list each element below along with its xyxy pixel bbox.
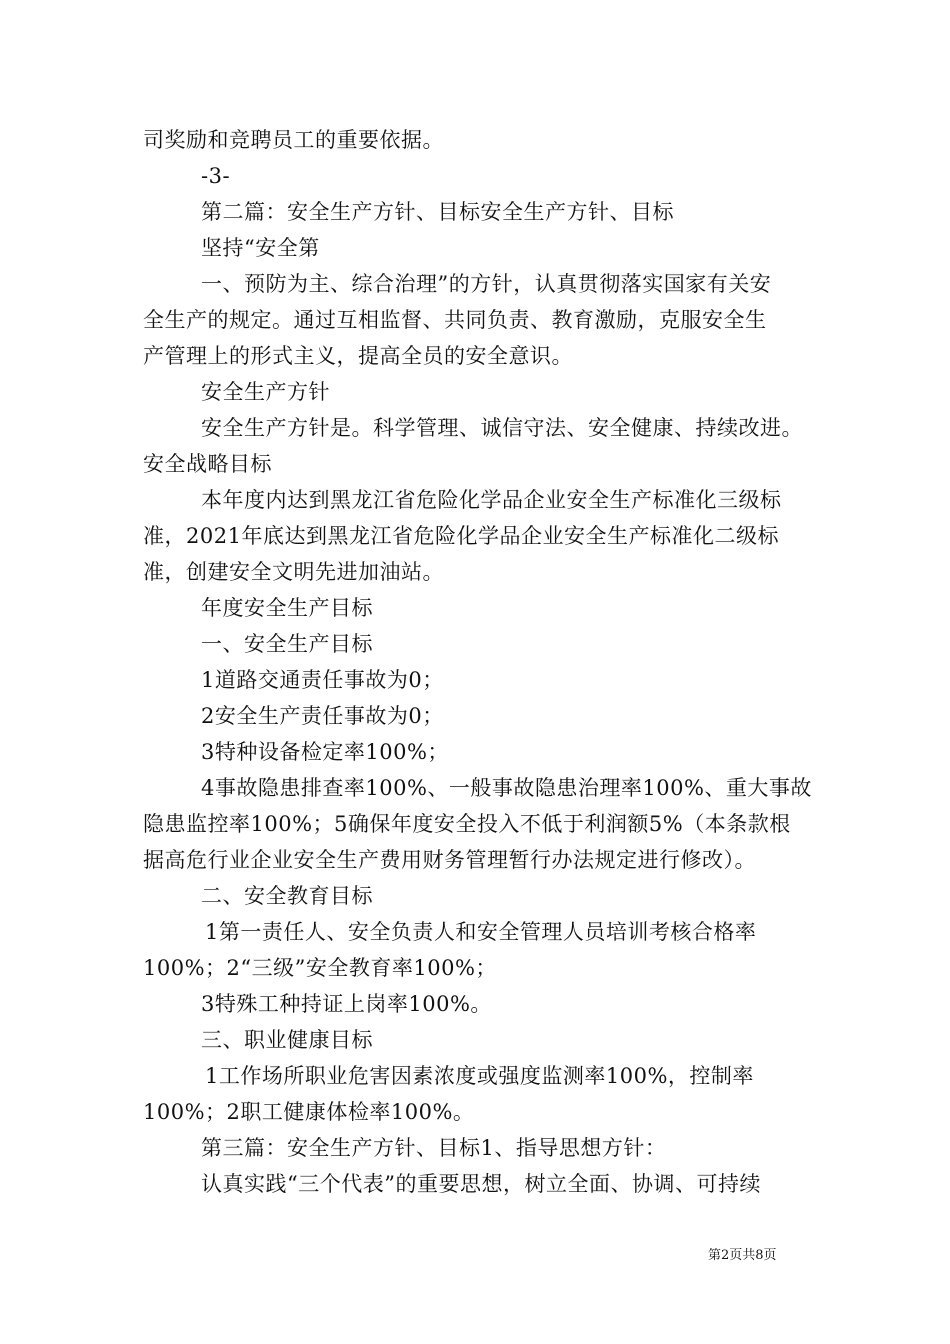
text-line: 安全生产方针是。科学管理、诚信守法、安全健康、持续改进。	[201, 416, 803, 440]
list-item: 1道路交通责任事故为0；	[201, 668, 444, 692]
text-line: 本年度内达到黑龙江省危险化学品企业安全生产标准化三级标	[201, 488, 782, 512]
text-line: 认真实践“三个代表”的重要思想，树立全面、协调、可持续	[201, 1172, 761, 1196]
text-line: 100%；2“三级”安全教育率100%；	[143, 956, 497, 980]
list-item: 1工作场所职业危害因素浓度或强度监测率100%，控制率	[205, 1064, 754, 1088]
section-heading: 第三篇：安全生产方针、目标1、指导思想方针：	[201, 1136, 667, 1160]
subheading: 安全生产方针	[201, 380, 330, 404]
list-item: 4事故隐患排查率100%、一般事故隐患治理率100%、重大事故	[201, 776, 812, 800]
text-line: 100%；2职工健康体检率100%。	[143, 1100, 475, 1124]
text-line: 产管理上的形式主义，提高全员的安全意识。	[143, 344, 573, 368]
subheading: 三、职业健康目标	[201, 1028, 373, 1052]
list-item: 1第一责任人、安全负责人和安全管理人员培训考核合格率	[205, 920, 757, 944]
subheading: 一、安全生产目标	[201, 632, 373, 656]
section-heading: 第二篇：安全生产方针、目标安全生产方针、目标	[201, 200, 674, 224]
subheading: 安全战略目标	[143, 452, 272, 476]
list-item: 3特种设备检定率100%；	[201, 740, 449, 764]
text-line: 坚持“安全第	[201, 236, 320, 260]
text-line: 一、预防为主、综合治理”的方针，认真贯彻落实国家有关安	[201, 272, 772, 296]
list-item: 3特殊工种持证上岗率100%。	[201, 992, 492, 1016]
list-item: 2安全生产责任事故为0；	[201, 704, 444, 728]
text-line: 全生产的规定。通过互相监督、共同负责、教育激励，克服安全生	[143, 308, 767, 332]
page-number-marker: -3-	[201, 164, 231, 188]
text-line: 据高危行业企业安全生产费用财务管理暂行办法规定进行修改）。	[143, 848, 756, 872]
page-footer-indicator: 第2页共8页	[708, 1248, 777, 1263]
subheading: 年度安全生产目标	[201, 596, 373, 620]
text-line: 司奖励和竞聘员工的重要依据。	[143, 128, 444, 152]
subheading: 二、安全教育目标	[201, 884, 373, 908]
text-line: 准，创建安全文明先进加油站。	[143, 560, 444, 584]
text-line: 隐患监控率100%；5确保年度安全投入不低于利润额5%（本条款根	[143, 812, 791, 836]
text-line: 准，2021年底达到黑龙江省危险化学品企业安全生产标准化二级标	[143, 524, 779, 548]
